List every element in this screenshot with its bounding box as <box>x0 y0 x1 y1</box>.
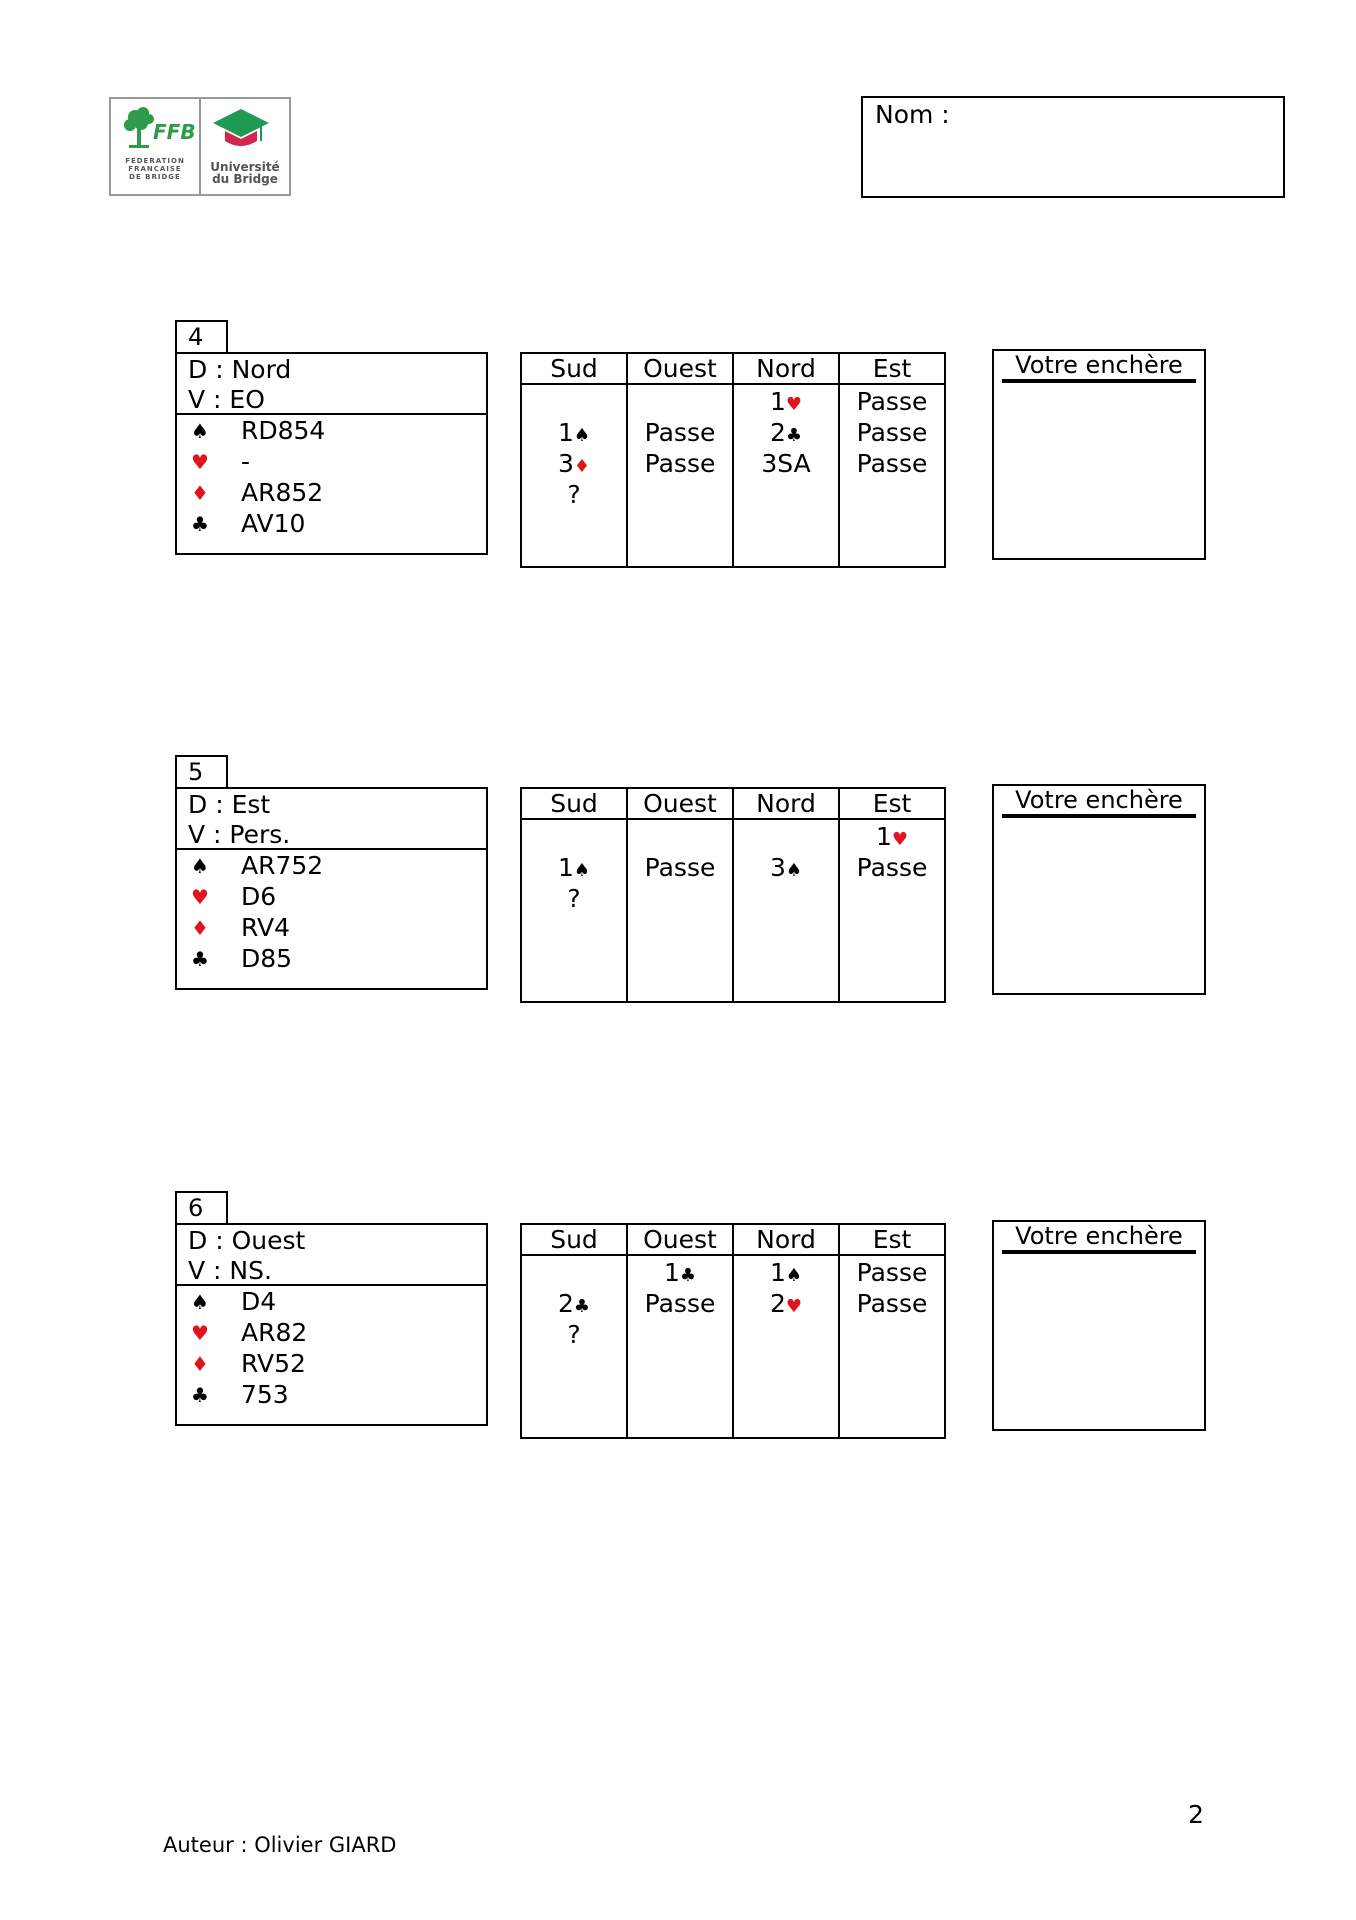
dealer: D : Est <box>188 790 271 819</box>
bids-est <box>839 1255 945 1438</box>
bids-nord <box>733 819 839 1002</box>
diamond-icon: ♦ <box>191 916 209 940</box>
bid: Passe <box>644 1289 716 1318</box>
bid: Passe <box>644 853 716 882</box>
bid: 3♦ <box>557 449 591 478</box>
hand-row-diamonds <box>177 1349 486 1380</box>
cards-spades: RD854 <box>241 416 326 445</box>
bid: 1♥ <box>769 387 803 416</box>
spade-icon: ♠ <box>191 854 209 878</box>
heart-icon: ♥ <box>191 1321 209 1345</box>
deal-number: 4 <box>175 320 228 354</box>
hand-row-spades <box>177 1287 486 1318</box>
hand-row-spades <box>177 416 486 447</box>
cards-spades: D4 <box>241 1287 277 1316</box>
suit-symbol: ♥ <box>785 394 803 415</box>
ffb-logo <box>111 99 199 194</box>
cards-hearts: AR82 <box>241 1318 308 1347</box>
suit-symbol: ♣ <box>573 1296 591 1317</box>
graduation-cap-icon <box>211 107 271 153</box>
universite-name: Université du Bridge <box>210 160 280 186</box>
hand-cards <box>177 850 486 975</box>
hand-row-clubs <box>177 1380 486 1411</box>
suit-symbol: ♠ <box>785 860 803 881</box>
tree-icon <box>121 107 196 151</box>
name-field[interactable] <box>861 96 1285 198</box>
club-icon: ♣ <box>191 1383 209 1407</box>
bid: 1♣ <box>663 1258 697 1287</box>
heart-icon: ♥ <box>191 450 209 474</box>
bid: 2♣ <box>769 418 803 447</box>
bid: 2♥ <box>769 1289 803 1318</box>
your-bid-box[interactable] <box>992 349 1206 560</box>
hand-box <box>175 352 488 555</box>
suit-symbol: ♣ <box>679 1265 697 1286</box>
bidding-table <box>520 787 946 1003</box>
club-icon: ♣ <box>191 512 209 536</box>
hand-row-hearts <box>177 1318 486 1349</box>
diamond-icon: ♦ <box>191 481 209 505</box>
spade-icon: ♠ <box>191 1290 209 1314</box>
cards-diamonds: RV52 <box>241 1349 306 1378</box>
col-header-ouest: Ouest <box>627 788 733 819</box>
hand-header <box>177 789 486 850</box>
bid: 3SA <box>761 449 811 478</box>
hand-row-clubs <box>177 509 486 540</box>
bid: 1♠ <box>769 1258 803 1287</box>
suit-symbol: ♣ <box>785 425 803 446</box>
suit-symbol: ♠ <box>785 1265 803 1286</box>
cards-hearts: - <box>241 447 251 476</box>
bid: 3♠ <box>769 853 803 882</box>
vulnerability: V : Pers. <box>188 820 291 849</box>
your-bid-box[interactable] <box>992 1220 1206 1431</box>
col-header-ouest: Ouest <box>627 353 733 384</box>
bid: Passe <box>644 418 716 447</box>
col-header-sud: Sud <box>521 788 627 819</box>
cards-clubs: AV10 <box>241 509 306 538</box>
bids-ouest <box>627 819 733 1002</box>
bid: Passe <box>856 853 928 882</box>
bids-sud <box>521 384 627 567</box>
hand-row-hearts <box>177 447 486 478</box>
dealer: D : Nord <box>188 355 292 384</box>
cards-hearts: D6 <box>241 882 277 911</box>
bidding-table <box>520 352 946 568</box>
ffb-abbr: FFB <box>153 120 196 144</box>
deal-4 <box>0 320 1356 565</box>
universite-logo <box>199 99 289 194</box>
suit-symbol: ♥ <box>891 829 909 850</box>
col-header-est: Est <box>839 353 945 384</box>
ffb-name: FEDERATION FRANCAISE DE BRIDGE <box>125 157 185 181</box>
deal-number: 6 <box>175 1191 228 1225</box>
bids-nord <box>733 1255 839 1438</box>
bid: ? <box>567 884 581 913</box>
hand-row-diamonds <box>177 913 486 944</box>
bid <box>522 1258 626 1289</box>
your-bid-box[interactable] <box>992 784 1206 995</box>
cards-diamonds: RV4 <box>241 913 291 942</box>
hand-box <box>175 787 488 990</box>
deal-6 <box>0 1191 1356 1436</box>
bid: 1♠ <box>557 853 591 882</box>
your-bid-title: Votre enchère <box>1002 786 1196 818</box>
col-header-ouest: Ouest <box>627 1224 733 1255</box>
bid <box>628 822 732 853</box>
bid <box>522 387 626 418</box>
bid: 2♣ <box>557 1289 591 1318</box>
bid: Passe <box>856 418 928 447</box>
hand-row-spades <box>177 851 486 882</box>
bids-ouest <box>627 384 733 567</box>
bid: Passe <box>856 449 928 478</box>
col-header-sud: Sud <box>521 1224 627 1255</box>
suit-symbol: ♠ <box>573 425 591 446</box>
suit-symbol: ♥ <box>785 1296 803 1317</box>
diamond-icon: ♦ <box>191 1352 209 1376</box>
hand-row-diamonds <box>177 478 486 509</box>
bids-ouest <box>627 1255 733 1438</box>
hand-cards <box>177 1286 486 1411</box>
col-header-nord: Nord <box>733 1224 839 1255</box>
hand-header <box>177 354 486 415</box>
bids-est <box>839 819 945 1002</box>
bid: ? <box>567 480 581 509</box>
hand-row-clubs <box>177 944 486 975</box>
hand-header <box>177 1225 486 1286</box>
heart-icon: ♥ <box>191 885 209 909</box>
hand-cards <box>177 415 486 540</box>
name-label: Nom : <box>875 100 950 129</box>
bid: ? <box>567 1320 581 1349</box>
col-header-sud: Sud <box>521 353 627 384</box>
bid <box>734 822 838 853</box>
suit-symbol: ♦ <box>573 456 591 477</box>
cards-diamonds: AR852 <box>241 478 324 507</box>
col-header-nord: Nord <box>733 353 839 384</box>
col-header-nord: Nord <box>733 788 839 819</box>
deal-5 <box>0 755 1356 1000</box>
author: Auteur : Olivier GIARD <box>163 1833 397 1857</box>
bids-nord <box>733 384 839 567</box>
ffb-universite-logo <box>109 97 291 196</box>
bid: 1♥ <box>875 822 909 851</box>
page-number: 2 <box>1188 1800 1204 1829</box>
bids-est <box>839 384 945 567</box>
bid <box>628 387 732 418</box>
cards-clubs: D85 <box>241 944 293 973</box>
spade-icon: ♠ <box>191 419 209 443</box>
vulnerability: V : EO <box>188 385 265 414</box>
hand-box <box>175 1223 488 1426</box>
dealer: D : Ouest <box>188 1226 306 1255</box>
club-icon: ♣ <box>191 947 209 971</box>
vulnerability: V : NS. <box>188 1256 272 1285</box>
cards-spades: AR752 <box>241 851 324 880</box>
bids-sud <box>521 1255 627 1438</box>
bids-sud <box>521 819 627 1002</box>
your-bid-title: Votre enchère <box>1002 1222 1196 1254</box>
suit-symbol: ♠ <box>573 860 591 881</box>
bid <box>522 822 626 853</box>
bidding-table <box>520 1223 946 1439</box>
bid: Passe <box>856 387 928 416</box>
your-bid-title: Votre enchère <box>1002 351 1196 383</box>
col-header-est: Est <box>839 1224 945 1255</box>
bid: Passe <box>856 1289 928 1318</box>
bid: 1♠ <box>557 418 591 447</box>
bid: Passe <box>644 449 716 478</box>
col-header-est: Est <box>839 788 945 819</box>
cards-clubs: 753 <box>241 1380 289 1409</box>
bid: Passe <box>856 1258 928 1287</box>
hand-row-hearts <box>177 882 486 913</box>
deal-number: 5 <box>175 755 228 789</box>
